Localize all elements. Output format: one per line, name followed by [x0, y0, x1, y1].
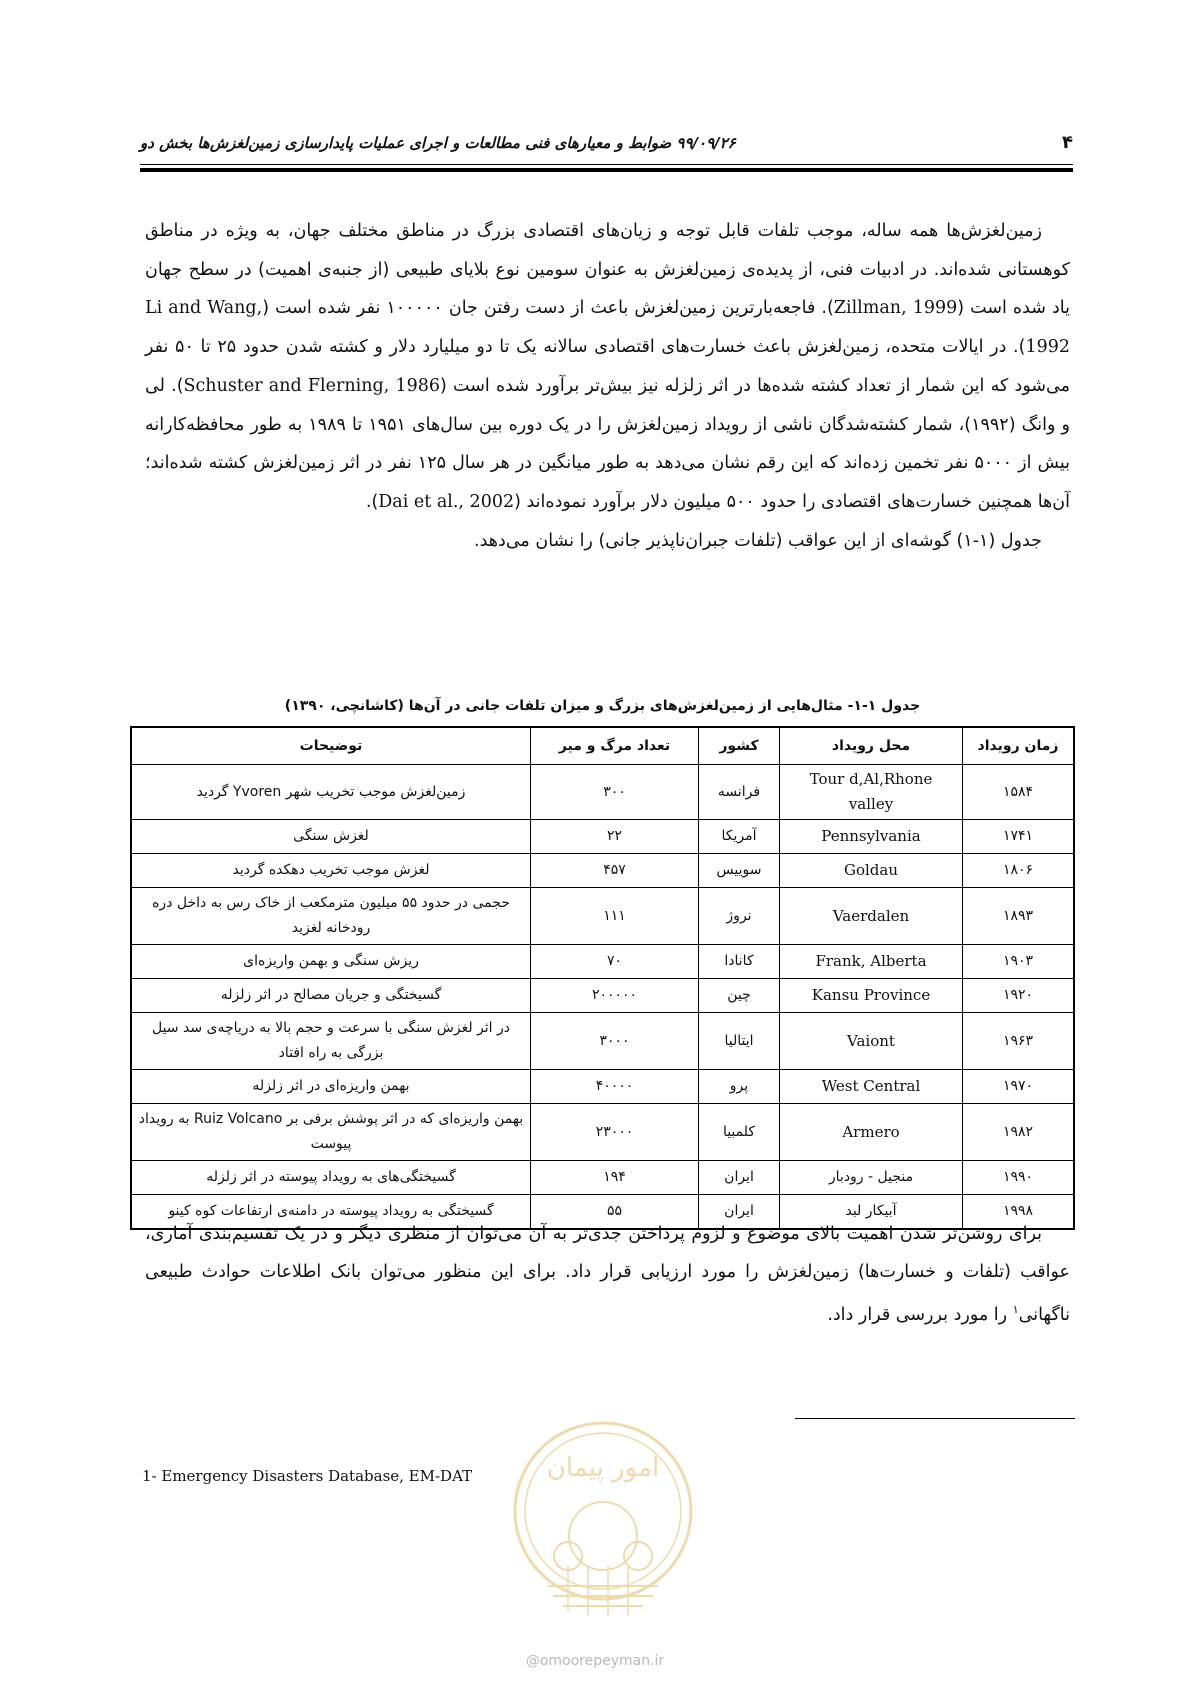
header-deaths: تعداد مرگ و میر	[531, 727, 699, 765]
table-row: ۱۹۸۲ Armero کلمبیا ۲۳۰۰۰ بهمن واریزه‌ای که در اثر پوشش برفی بر Ruiz Volcano به رویداد پیوست	[131, 1104, 1074, 1161]
table-header-row	[131, 727, 1074, 765]
header-place: محل رویداد	[780, 727, 963, 765]
svg-text:امور پیمان: امور پیمان	[546, 1453, 660, 1483]
table-row: ۱۸۹۳ Vaerdalen نروژ ۱۱۱ حجمی در حدود ۵۵ میلیون مترمکعب از خاک رس به داخل دره رودخانه لغزید	[131, 888, 1074, 945]
running-title: ۹۹/۰۹/۲۶ ضوابط و معیارهای فنی مطالعات و اجرای عملیات پایدارسازی زمین‌لغزش‌ها بخش دو	[140, 134, 736, 152]
intro-text	[145, 212, 1070, 560]
table-row: ۱۹۷۰ West Central پرو ۴۰۰۰۰ بهمن واریزه‌ای در اثر زلزله	[131, 1070, 1074, 1104]
table-row: ۱۹۶۳ Vaiont ایتالیا ۳۰۰۰ در اثر لغزش سنگی با سرعت و حجم بالا به دریاچه‌ی سد سیل بزرگی به راه افتاد	[131, 1013, 1074, 1070]
paragraph-1: زمین‌لغزش‌ها همه ساله، موجب تلفات قابل توجه و زیان‌های اقتصادی بزرگ در مناطق مختلف جهان، به ویژه در مناطق کوهستانی شده‌اند. در ادبیات فنی، از پدیده‌ی زمین‌لغزش به عنوان سومین نوع بلایای طبیعی (از جنبه‌ی اهمیت) در سطح جهان یاد شده است (Zillman, 1999). فاجعه‌بارترین زمین‌لغزش باعث از دست رفتن جان ۱۰۰۰۰۰ نفر شده است (Li and Wang, 1992). در ایالات متحده، زمین‌لغزش باعث خسارت‌های اقتصادی سالانه یک تا دو میلیارد دلار و کشته شدن حدود ۲۵ تا ۵۰ نفر می‌شود که این شمار از تعداد کشته شده‌ها در اثر زلزله نیز بیش‌تر برآورد شده است (Schuster and Flerning, 1986). لی و وانگ (۱۹۹۲)، شمار کشته‌شدگان ناشی از رویداد زمین‌لغزش را در یک دوره بین سال‌های ۱۹۵۱ تا ۱۹۸۹ به طور محافظه‌کارانه بیش از ۵۰۰۰ نفر تخمین زده‌اند که این رقم نشان می‌دهد به طور میانگین در هر سال ۱۲۵ نفر در اثر زمین‌لغزش کشته شده‌اند؛ آن‌ها همچنین خسارت‌های اقتصادی را حدود ۵۰۰ میلیون دلار برآورد نموده‌اند (Dai et al., 2002).	[145, 221, 1070, 512]
header-desc: توضیحات	[131, 727, 531, 765]
page-number: ۴	[1062, 132, 1073, 153]
table-row: ۱۵۸۴ Tour d,Al,Rhone valley فرانسه ۳۰۰ زمین‌لغزش موجب تخریب شهر Yvoren گردید	[131, 765, 1074, 820]
landslide-table	[130, 726, 1075, 1230]
table-row: ۱۷۴۱ Pennsylvania آمریکا ۲۲ لغزش سنگی	[131, 820, 1074, 854]
table-caption: جدول ۱-۱- مثال‌هایی از زمین‌لغزش‌های بزرگ و میزان تلفات جانی در آن‌ها (کاشانچی، ۱۳۹۰)	[284, 698, 921, 714]
table-row: ۱۹۹۸ آبیکار لبد ایران ۵۵ گسیختگی به رویداد پیوسته در دامنه‌ی ارتفاعات کوه کینو	[131, 1195, 1074, 1229]
paragraph-3: برای روشن‌تر شدن اهمیت بالای موضوع و لزوم پرداختن جدی‌تر به آن می‌توان از منظری دیگر و در یک تقسیم‌بندی آماری، عواقب (تلفات و خسارت‌ها) زمین‌لغزش را مورد ارزیابی قرار داد. برای این منظور می‌توان بانک اطلاعات حوادث طبیعی ناگهانی$^۱$ را مورد بررسی قرار داد.	[145, 1224, 1070, 1325]
table-row: ۱۸۰۶ Goldau سوییس ۴۵۷ لغزش موجب تخریب دهکده گردید	[131, 854, 1074, 888]
header-rule-thick	[140, 168, 1073, 172]
header-rule-thin	[140, 164, 1073, 165]
header-country: کشور	[699, 727, 780, 765]
paragraph-2: جدول (۱-۱) گوشه‌ای از این عواقب (تلفات جبران‌ناپذیر جانی) را نشان می‌دهد.	[474, 530, 1042, 551]
after-table-text	[145, 1215, 1070, 1334]
header-year: زمان رویداد	[963, 727, 1075, 765]
table-row: ۱۹۹۰ منجیل - رودبار ایران ۱۹۴ گسیختگی‌های به رویداد پیوسته در اثر زلزله	[131, 1161, 1074, 1195]
watermark-url: @omoorepeyman.ir	[525, 1653, 665, 1669]
page-header	[140, 128, 1073, 162]
footnote: 1- Emergency Disasters Database, EM-DAT	[142, 1467, 473, 1485]
footnote-rule	[795, 1418, 1075, 1419]
table-row: ۱۹۰۳ Frank, Alberta کانادا ۷۰ ریزش سنگی و بهمن واریزه‌ای	[131, 945, 1074, 979]
table-row: ۱۹۲۰ Kansu Province چین ۲۰۰۰۰۰ گسیختگی و جریان مصالح در اثر زلزله	[131, 979, 1074, 1013]
footnote-marker: ۱	[1012, 1303, 1019, 1316]
watermark-seal-icon	[508, 1416, 698, 1636]
